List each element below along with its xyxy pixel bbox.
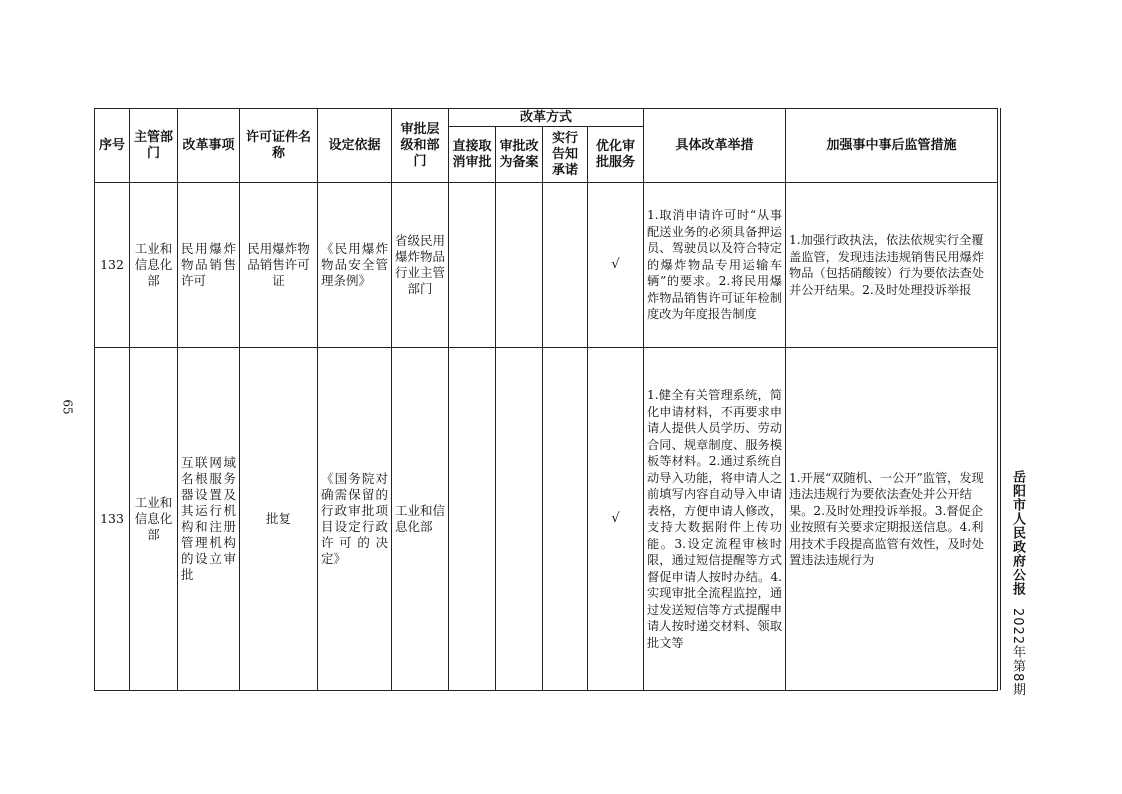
cell-license: 批复 bbox=[240, 348, 318, 691]
cell-basis: 《国务院对确需保留的行政审批项目设定行政许可的决定》 bbox=[318, 348, 392, 691]
cell-supervision: 1.开展“双随机、一公开”监管，发现违法违规行为要依法查处并公开结果。2.及时处理投诉举报。3.督促企业按照有关要求定期报送信息。4.利用技术手段提高监管有效性，及时处置违法违规行为 bbox=[786, 348, 998, 691]
cell-item: 民用爆炸物品销售许可 bbox=[178, 183, 240, 348]
cell-supervision: 1.加强行政执法，依法依规实行全覆盖监管，发现违法违规销售民用爆炸物品（包括硝酸铵）行为要依法查处并公开结果。2.及时处理投诉举报 bbox=[786, 183, 998, 348]
cell-dept: 工业和信息化部 bbox=[130, 348, 178, 691]
cell-mode-cancel bbox=[449, 183, 496, 348]
cell-basis: 《民用爆炸物品安全管理条例》 bbox=[318, 183, 392, 348]
header-basis: 设定依据 bbox=[318, 109, 392, 183]
cell-item: 互联网域名根服务器设置及其运行机构和注册管理机构的设立审批 bbox=[178, 348, 240, 691]
cell-mode-optimize: √ bbox=[588, 348, 644, 691]
header-mode-filing: 审批改为备案 bbox=[496, 127, 543, 183]
header-license: 许可证件名称 bbox=[240, 109, 318, 183]
reform-table bbox=[94, 108, 998, 691]
cell-seq: 132 bbox=[95, 183, 130, 348]
header-level: 审批层级和部门 bbox=[392, 109, 449, 183]
cell-mode-cancel bbox=[449, 348, 496, 691]
page-number: 65 bbox=[60, 399, 75, 415]
header-mode-optimize: 优化审批服务 bbox=[588, 127, 644, 183]
cell-measures: 1.健全有关管理系统，简化申请材料，不再要求申请人提供人员学历、劳动合同、规章制度、服务模板等材料。2.通过系统自动导入功能，将申请人之前填写内容自动导入申请表格，方便申请人修改，支持大数据附件上传功能。3.设定流程审核时限，通过短信提醒等方式督促申请人按时办结。4.实现审批全流程监控，通过发送短信等方式提醒申请人按时递交材料、领取批文等 bbox=[644, 348, 786, 691]
cell-level: 省级民用爆炸物品行业主管部门 bbox=[392, 183, 449, 348]
table-row bbox=[95, 183, 998, 348]
header-mode-notice: 实行告知承诺 bbox=[543, 127, 588, 183]
cell-mode-notice bbox=[543, 183, 588, 348]
header-mode-cancel: 直接取消审批 bbox=[449, 127, 496, 183]
cell-seq: 133 bbox=[95, 348, 130, 691]
cell-mode-notice bbox=[543, 348, 588, 691]
header-item: 改革事项 bbox=[178, 109, 240, 183]
cell-level: 工业和信息化部 bbox=[392, 348, 449, 691]
cell-license: 民用爆炸物品销售许可证 bbox=[240, 183, 318, 348]
header-seq: 序号 bbox=[95, 109, 130, 183]
cell-mode-optimize: √ bbox=[588, 183, 644, 348]
header-reform-mode: 改革方式 bbox=[449, 109, 644, 127]
journal-header bbox=[1003, 470, 1027, 696]
header-dept: 主管部门 bbox=[130, 109, 178, 183]
table-row bbox=[95, 348, 998, 691]
journal-title: 岳阳市人民政府公报 bbox=[1010, 470, 1025, 596]
cell-measures: 1.取消申请许可时“从事配送业务的必须具备押运员、驾驶员以及符合特定的爆炸物品专用运输车辆”的要求。2.将民用爆炸物品销售许可证年检制度改为年度报告制度 bbox=[644, 183, 786, 348]
cell-dept: 工业和信息化部 bbox=[130, 183, 178, 348]
journal-issue: 2022年第8期 bbox=[1010, 607, 1025, 696]
header-supervision: 加强事中事后监管措施 bbox=[786, 109, 998, 183]
cell-mode-filing bbox=[496, 348, 543, 691]
cell-mode-filing bbox=[496, 183, 543, 348]
header-measures: 具体改革举措 bbox=[644, 109, 786, 183]
